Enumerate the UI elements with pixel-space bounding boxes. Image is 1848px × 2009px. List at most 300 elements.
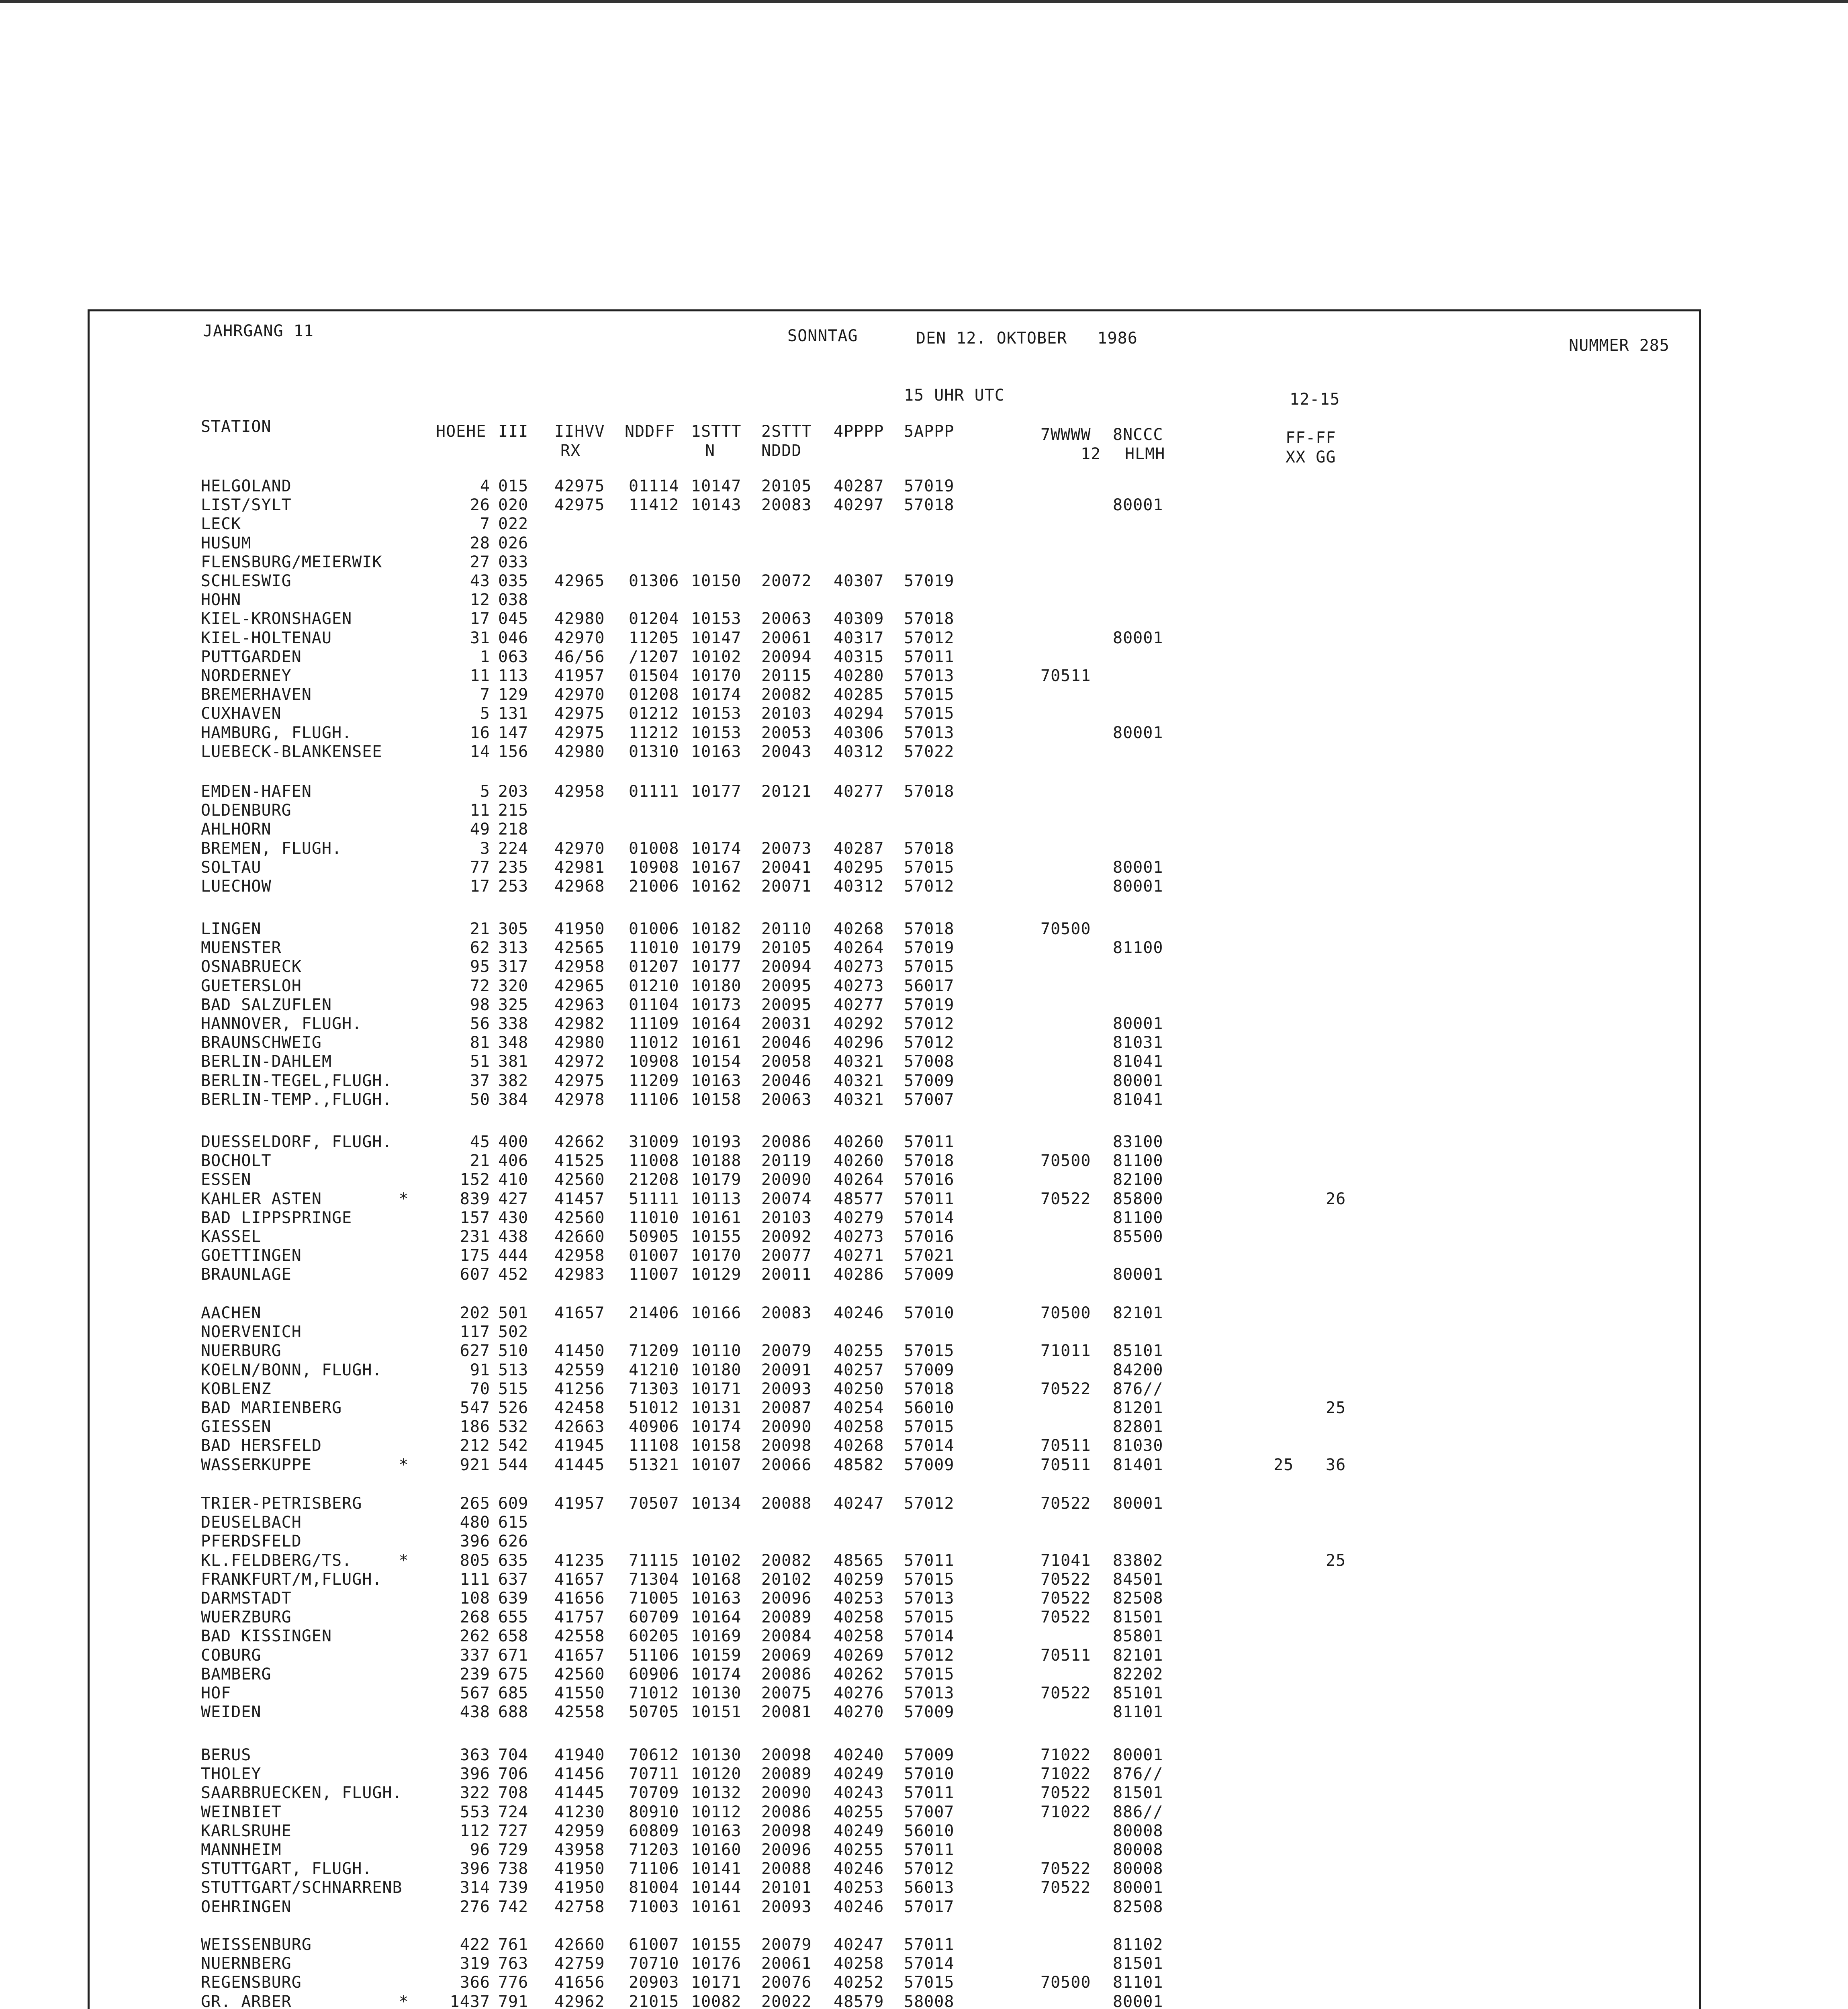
volume-label: JAHRGANG 11 xyxy=(203,322,314,340)
cell-s2: 20088 xyxy=(761,1494,812,1513)
table-row xyxy=(0,1684,1848,1703)
cell-ffb: 36 xyxy=(1326,1456,1346,1474)
cell-station: HANNOVER, FLUGH. xyxy=(201,1015,362,1033)
cell-s1: 10151 xyxy=(691,1703,742,1721)
cell-s1: 10130 xyxy=(691,1746,742,1764)
cell-s2: 20043 xyxy=(761,743,812,761)
table-row xyxy=(0,1570,1848,1589)
cell-hoehe: 14 xyxy=(470,743,490,761)
cell-station: MUENSTER xyxy=(201,939,282,957)
cell-iihvv: 42758 xyxy=(554,1898,605,1916)
table-row xyxy=(0,1322,1848,1342)
cell-s1: 10163 xyxy=(691,1072,742,1090)
cell-s5: 57015 xyxy=(904,1608,955,1626)
cell-nddff: 51321 xyxy=(629,1456,679,1474)
cell-s4: 40254 xyxy=(834,1399,884,1417)
table-row xyxy=(0,1341,1848,1360)
cell-s1: 10170 xyxy=(691,667,742,685)
cell-hoehe: 95 xyxy=(470,957,490,976)
cell-nddff: 11008 xyxy=(629,1152,679,1170)
cell-s4: 40286 xyxy=(834,1265,884,1284)
cell-station: OEHRINGEN xyxy=(201,1898,292,1916)
cell-ncc: 85800 xyxy=(1113,1190,1163,1208)
cell-s4: 40280 xyxy=(834,667,884,685)
cell-hoehe: 276 xyxy=(460,1898,490,1916)
cell-station: PFERDSFELD xyxy=(201,1532,302,1551)
cell-iii: 317 xyxy=(498,957,529,976)
table-row xyxy=(0,1954,1848,1973)
cell-s1: 10170 xyxy=(691,1246,742,1265)
cell-s5: 57017 xyxy=(904,1898,955,1916)
table-row xyxy=(0,1170,1848,1189)
cell-iii: 510 xyxy=(498,1342,529,1360)
cell-nddff: 51111 xyxy=(629,1190,679,1208)
cell-hoehe: 98 xyxy=(470,996,490,1014)
cell-hoehe: 62 xyxy=(470,939,490,957)
cell-iii: 020 xyxy=(498,496,529,514)
cell-s5: 57019 xyxy=(904,939,955,957)
cell-iihvv: 41235 xyxy=(554,1551,605,1570)
cell-s2: 20090 xyxy=(761,1784,812,1802)
cell-s4: 48582 xyxy=(834,1456,884,1474)
cell-s2: 20095 xyxy=(761,996,812,1014)
cell-station: NOERVENICH xyxy=(201,1323,302,1341)
cell-s1: 10169 xyxy=(691,1627,742,1645)
table-row xyxy=(0,919,1848,939)
table-row xyxy=(0,685,1848,704)
cell-s5: 57019 xyxy=(904,572,955,590)
cell-s1: 10102 xyxy=(691,648,742,666)
table-row xyxy=(0,1265,1848,1284)
cell-s4: 40243 xyxy=(834,1784,884,1802)
cell-nddff: 71209 xyxy=(629,1342,679,1360)
cell-s4: 48565 xyxy=(834,1551,884,1570)
col-7wwww-sub: 12 xyxy=(1081,445,1101,463)
table-row xyxy=(0,647,1848,667)
weekday-label: SONNTAG xyxy=(787,327,858,345)
cell-iihvv: 42958 xyxy=(554,957,605,976)
cell-s5: 56013 xyxy=(904,1878,955,1897)
cell-station: REGENSBURG xyxy=(201,1973,302,1992)
cell-s4: 40294 xyxy=(834,704,884,723)
cell-iihvv: 41957 xyxy=(554,1494,605,1513)
cell-hoehe: 81 xyxy=(470,1033,490,1052)
cell-s2: 20071 xyxy=(761,877,812,896)
cell-s5: 57014 xyxy=(904,1436,955,1455)
cell-iii: 305 xyxy=(498,920,529,938)
cell-station: LECK xyxy=(201,515,241,533)
cell-hoehe: 31 xyxy=(470,629,490,647)
cell-nddff: 41210 xyxy=(629,1361,679,1379)
cell-nddff: 01006 xyxy=(629,920,679,938)
cell-s2: 20079 xyxy=(761,1935,812,1954)
cell-nddff: 51106 xyxy=(629,1646,679,1665)
cell-iii: 609 xyxy=(498,1494,529,1513)
cell-s5: 57013 xyxy=(904,724,955,742)
cell-ncc: 82801 xyxy=(1113,1418,1163,1436)
cell-station: WASSERKUPPE xyxy=(201,1456,312,1474)
cell-nddff: 11007 xyxy=(629,1265,679,1284)
cell-s1: 10134 xyxy=(691,1494,742,1513)
cell-station: ESSEN xyxy=(201,1170,251,1189)
cell-s2: 20096 xyxy=(761,1841,812,1859)
cell-station: STUTTGART, FLUGH. xyxy=(201,1860,372,1878)
cell-s5: 57011 xyxy=(904,1551,955,1570)
cell-ncc: 80001 xyxy=(1113,1878,1163,1897)
cell-hoehe: 96 xyxy=(470,1841,490,1859)
cell-s2: 20089 xyxy=(761,1765,812,1783)
table-row xyxy=(0,1208,1848,1227)
cell-s1: 10107 xyxy=(691,1456,742,1474)
cell-ww: 70522 xyxy=(1041,1608,1091,1626)
cell-hoehe: 262 xyxy=(460,1627,490,1645)
cell-iii: 438 xyxy=(498,1227,529,1246)
cell-iii: 224 xyxy=(498,839,529,858)
cell-iihvv: 42663 xyxy=(554,1418,605,1436)
table-row xyxy=(0,1840,1848,1860)
cell-iihvv: 41657 xyxy=(554,1570,605,1589)
cell-s4: 40240 xyxy=(834,1746,884,1764)
cell-s2: 20046 xyxy=(761,1033,812,1052)
cell-hoehe: 56 xyxy=(470,1015,490,1033)
cell-s5: 57009 xyxy=(904,1703,955,1721)
cell-iii: 658 xyxy=(498,1627,529,1645)
cell-nddff: 10908 xyxy=(629,1052,679,1071)
cell-ncc: 81100 xyxy=(1113,1152,1163,1170)
cell-s1: 10112 xyxy=(691,1803,742,1821)
cell-s5: 57014 xyxy=(904,1954,955,1973)
cell-iii: 038 xyxy=(498,591,529,609)
table-row xyxy=(0,1436,1848,1455)
cell-s2: 20092 xyxy=(761,1227,812,1246)
cell-hoehe: 21 xyxy=(470,920,490,938)
cell-hoehe: 422 xyxy=(460,1935,490,1954)
cell-s5: 57014 xyxy=(904,1209,955,1227)
cell-iihvv: 41656 xyxy=(554,1589,605,1608)
cell-station: BAMBERG xyxy=(201,1665,272,1684)
cell-iii: 045 xyxy=(498,610,529,628)
table-row xyxy=(0,1360,1848,1380)
cell-iihvv: 42980 xyxy=(554,743,605,761)
cell-s5: 57012 xyxy=(904,1860,955,1878)
cell-s4: 40306 xyxy=(834,724,884,742)
cell-s1: 10193 xyxy=(691,1133,742,1151)
cell-s5: 57009 xyxy=(904,1361,955,1379)
cell-s4: 40273 xyxy=(834,977,884,995)
cell-iihvv: 42983 xyxy=(554,1265,605,1284)
cell-nddff: 80910 xyxy=(629,1803,679,1821)
cell-station: BERLIN-DAHLEM xyxy=(201,1052,332,1071)
cell-s1: 10182 xyxy=(691,920,742,938)
cell-s1: 10144 xyxy=(691,1878,742,1897)
col-ff-sub: XX GG xyxy=(1286,448,1336,466)
cell-hoehe: 17 xyxy=(470,610,490,628)
cell-s2: 20066 xyxy=(761,1456,812,1474)
cell-station: BAD HERSFELD xyxy=(201,1436,322,1455)
cell-iihvv: 43958 xyxy=(554,1841,605,1859)
cell-s1: 10150 xyxy=(691,572,742,590)
table-row xyxy=(0,590,1848,610)
table-row xyxy=(0,1878,1848,1897)
cell-iihvv: 41757 xyxy=(554,1608,605,1626)
cell-hoehe: 607 xyxy=(460,1265,490,1284)
cell-ncc: 80001 xyxy=(1113,1072,1163,1090)
table-row xyxy=(0,571,1848,591)
cell-station: KOBLENZ xyxy=(201,1380,272,1398)
cell-iii: 063 xyxy=(498,648,529,666)
cell-s4: 40255 xyxy=(834,1841,884,1859)
cell-s4: 40295 xyxy=(834,858,884,877)
cell-s4: 48579 xyxy=(834,1993,884,2009)
cell-ffb: 26 xyxy=(1326,1190,1346,1208)
cell-s2: 20082 xyxy=(761,685,812,704)
cell-ww: 70511 xyxy=(1041,1646,1091,1665)
cell-nddff: 11412 xyxy=(629,496,679,514)
cell-iihvv: 42660 xyxy=(554,1935,605,1954)
table-row xyxy=(0,1783,1848,1802)
cell-nddff: 01007 xyxy=(629,1246,679,1265)
cell-nddff: 11212 xyxy=(629,724,679,742)
cell-station: BAD LIPPSPRINGE xyxy=(201,1209,352,1227)
table-row xyxy=(0,995,1848,1015)
cell-s5: 57011 xyxy=(904,648,955,666)
cell-s1: 10130 xyxy=(691,1684,742,1702)
cell-s2: 20031 xyxy=(761,1015,812,1033)
cell-iii: 400 xyxy=(498,1133,529,1151)
cell-ncc: 80001 xyxy=(1113,496,1163,514)
cell-ww: 70522 xyxy=(1041,1589,1091,1608)
cell-s2: 20069 xyxy=(761,1646,812,1665)
cell-station: NUERBURG xyxy=(201,1342,282,1360)
table-row xyxy=(0,820,1848,839)
cell-nddff: 01310 xyxy=(629,743,679,761)
cell-nddff: 21006 xyxy=(629,877,679,896)
cell-s5: 57008 xyxy=(904,1052,955,1071)
cell-station: COBURG xyxy=(201,1646,262,1665)
cell-iii: 382 xyxy=(498,1072,529,1090)
cell-s1: 10188 xyxy=(691,1152,742,1170)
cell-iihvv: 41445 xyxy=(554,1784,605,1802)
cell-ncc: 82101 xyxy=(1113,1646,1163,1665)
cell-ncc: 81501 xyxy=(1113,1608,1163,1626)
cell-ncc: 84501 xyxy=(1113,1570,1163,1589)
cell-s5: 57016 xyxy=(904,1170,955,1189)
cell-hoehe: 1437 xyxy=(450,1993,490,2009)
cell-iihvv: 41657 xyxy=(554,1646,605,1665)
cell-s2: 20084 xyxy=(761,1627,812,1645)
cell-s1: 10113 xyxy=(691,1190,742,1208)
cell-ww: 70500 xyxy=(1041,1304,1091,1322)
cell-hoehe: 480 xyxy=(460,1513,490,1532)
cell-iihvv: 42458 xyxy=(554,1399,605,1417)
cell-station: BAD SALZUFLEN xyxy=(201,996,332,1014)
cell-s2: 20072 xyxy=(761,572,812,590)
cell-station: CUXHAVEN xyxy=(201,704,282,723)
cell-ncc: 81501 xyxy=(1113,1784,1163,1802)
cell-nddff: 70709 xyxy=(629,1784,679,1802)
cell-hoehe: 1 xyxy=(480,648,490,666)
cell-ncc: 81401 xyxy=(1113,1456,1163,1474)
cell-s1: 10177 xyxy=(691,782,742,801)
cell-ncc: 82100 xyxy=(1113,1170,1163,1189)
cell-station: BAD KISSINGEN xyxy=(201,1627,332,1645)
cell-iihvv: 42972 xyxy=(554,1052,605,1071)
cell-iii: 113 xyxy=(498,667,529,685)
cell-station: KAHLER ASTEN xyxy=(201,1190,322,1208)
cell-hoehe: 152 xyxy=(460,1170,490,1189)
table-row xyxy=(0,938,1848,957)
cell-s4: 40249 xyxy=(834,1765,884,1783)
cell-s5: 57012 xyxy=(904,1015,955,1033)
cell-hoehe: 50 xyxy=(470,1090,490,1109)
cell-s2: 20086 xyxy=(761,1803,812,1821)
cell-s2: 20094 xyxy=(761,957,812,976)
cell-s5: 57011 xyxy=(904,1133,955,1151)
cell-ncc: 81201 xyxy=(1113,1399,1163,1417)
table-row xyxy=(0,1859,1848,1878)
cell-s2: 20094 xyxy=(761,648,812,666)
cell-s5: 57018 xyxy=(904,920,955,938)
cell-hoehe: 805 xyxy=(460,1551,490,1570)
cell-station: LINGEN xyxy=(201,920,262,938)
cell-nddff: 81004 xyxy=(629,1878,679,1897)
cell-s5: 57009 xyxy=(904,1265,955,1284)
cell-s5: 57007 xyxy=(904,1090,955,1109)
cell-station: KIEL-HOLTENAU xyxy=(201,629,332,647)
cell-s1: 10171 xyxy=(691,1380,742,1398)
table-row xyxy=(0,957,1848,976)
cell-station: HELGOLAND xyxy=(201,477,292,495)
cell-hoehe: 4 xyxy=(480,477,490,495)
cell-nddff: 01504 xyxy=(629,667,679,685)
cell-s2: 20058 xyxy=(761,1052,812,1071)
cell-s2: 20091 xyxy=(761,1361,812,1379)
cell-s4: 40292 xyxy=(834,1015,884,1033)
cell-iii: 156 xyxy=(498,743,529,761)
table-row xyxy=(0,1935,1848,1954)
cell-iihvv: 42975 xyxy=(554,724,605,742)
cell-s4: 40247 xyxy=(834,1494,884,1513)
cell-hoehe: 175 xyxy=(460,1246,490,1265)
cell-s4: 40255 xyxy=(834,1342,884,1360)
cell-s4: 40317 xyxy=(834,629,884,647)
col-5appp: 5APPP xyxy=(904,422,955,441)
time-range: 12-15 xyxy=(1290,390,1340,409)
cell-s4: 40309 xyxy=(834,610,884,628)
table-row xyxy=(0,1821,1848,1841)
table-row xyxy=(0,666,1848,685)
cell-s1: 10179 xyxy=(691,1170,742,1189)
cell-nddff: 71203 xyxy=(629,1841,679,1859)
cell-s5: 57011 xyxy=(904,1935,955,1954)
col-iii: III xyxy=(498,422,529,441)
cell-iihvv: 46/56 xyxy=(554,648,605,666)
cell-s2: 20103 xyxy=(761,704,812,723)
col-4pppp: 4PPPP xyxy=(834,422,884,441)
cell-iii: 033 xyxy=(498,553,529,571)
cell-nddff: 71303 xyxy=(629,1380,679,1398)
cell-s5: 57014 xyxy=(904,1627,955,1645)
cell-iii: 542 xyxy=(498,1436,529,1455)
cell-nddff: 51012 xyxy=(629,1399,679,1417)
cell-iii: 215 xyxy=(498,801,529,820)
cell-s1: 10161 xyxy=(691,1209,742,1227)
cell-s2: 20121 xyxy=(761,782,812,801)
cell-iii: 615 xyxy=(498,1513,529,1532)
cell-station: NORDERNEY xyxy=(201,667,292,685)
cell-ncc: 81030 xyxy=(1113,1436,1163,1455)
cell-station: STUTTGART/SCHNARRENB xyxy=(201,1878,403,1897)
cell-s2: 20110 xyxy=(761,920,812,938)
cell-s1: 10129 xyxy=(691,1265,742,1284)
cell-s1: 10158 xyxy=(691,1436,742,1455)
cell-s1: 10110 xyxy=(691,1342,742,1360)
cell-hoehe: 43 xyxy=(470,572,490,590)
cell-s5: 57013 xyxy=(904,1684,955,1702)
cell-ncc: 81102 xyxy=(1113,1935,1163,1954)
table-row xyxy=(0,495,1848,515)
cell-s1: 10163 xyxy=(691,1822,742,1840)
cell-s4: 40271 xyxy=(834,1246,884,1265)
cell-station: KIEL-KRONSHAGEN xyxy=(201,610,352,628)
cell-s5: 57021 xyxy=(904,1246,955,1265)
cell-station: BREMERHAVEN xyxy=(201,685,312,704)
cell-iihvv: 42970 xyxy=(554,685,605,704)
col-station: STATION xyxy=(201,417,272,436)
cell-s1: 10082 xyxy=(691,1993,742,2009)
cell-hoehe: 12 xyxy=(470,591,490,609)
cell-station: OSNABRUECK xyxy=(201,957,302,976)
table-row xyxy=(0,1246,1848,1265)
cell-ww: 70522 xyxy=(1041,1860,1091,1878)
cell-nddff: 60709 xyxy=(629,1608,679,1626)
table-row xyxy=(0,1090,1848,1109)
cell-hoehe: 547 xyxy=(460,1399,490,1417)
cell-s4: 40262 xyxy=(834,1665,884,1684)
cell-s1: 10153 xyxy=(691,610,742,628)
cell-ncc: 81101 xyxy=(1113,1703,1163,1721)
table-row xyxy=(0,1014,1848,1033)
cell-iihvv: 42660 xyxy=(554,1227,605,1246)
cell-iihvv: 42975 xyxy=(554,477,605,495)
cell-iii: 253 xyxy=(498,877,529,896)
cell-s2: 20105 xyxy=(761,477,812,495)
cell-ncc: 81031 xyxy=(1113,1033,1163,1052)
table-row xyxy=(0,1189,1848,1209)
cell-s4: 40246 xyxy=(834,1304,884,1322)
cell-s4: 40321 xyxy=(834,1072,884,1090)
col-8nccc-sub: HLMH xyxy=(1125,445,1165,463)
cell-s2: 20074 xyxy=(761,1190,812,1208)
cell-s2: 20095 xyxy=(761,977,812,995)
cell-ww: 71011 xyxy=(1041,1342,1091,1360)
table-row xyxy=(0,1646,1848,1665)
cell-s5: 57012 xyxy=(904,877,955,896)
cell-ncc: 80001 xyxy=(1113,1746,1163,1764)
cell-iihvv: 42968 xyxy=(554,877,605,896)
cell-iii: 763 xyxy=(498,1954,529,1973)
cell-s5: 57009 xyxy=(904,1746,955,1764)
cell-s4: 40270 xyxy=(834,1703,884,1721)
cell-iihvv: 41550 xyxy=(554,1684,605,1702)
table-row xyxy=(0,1398,1848,1418)
table-row xyxy=(0,976,1848,996)
cell-s2: 20090 xyxy=(761,1170,812,1189)
cell-ncc: 80001 xyxy=(1113,1494,1163,1513)
cell-s1: 10173 xyxy=(691,996,742,1014)
cell-hoehe: 268 xyxy=(460,1608,490,1626)
col-1sttt-sub: N xyxy=(705,442,715,460)
